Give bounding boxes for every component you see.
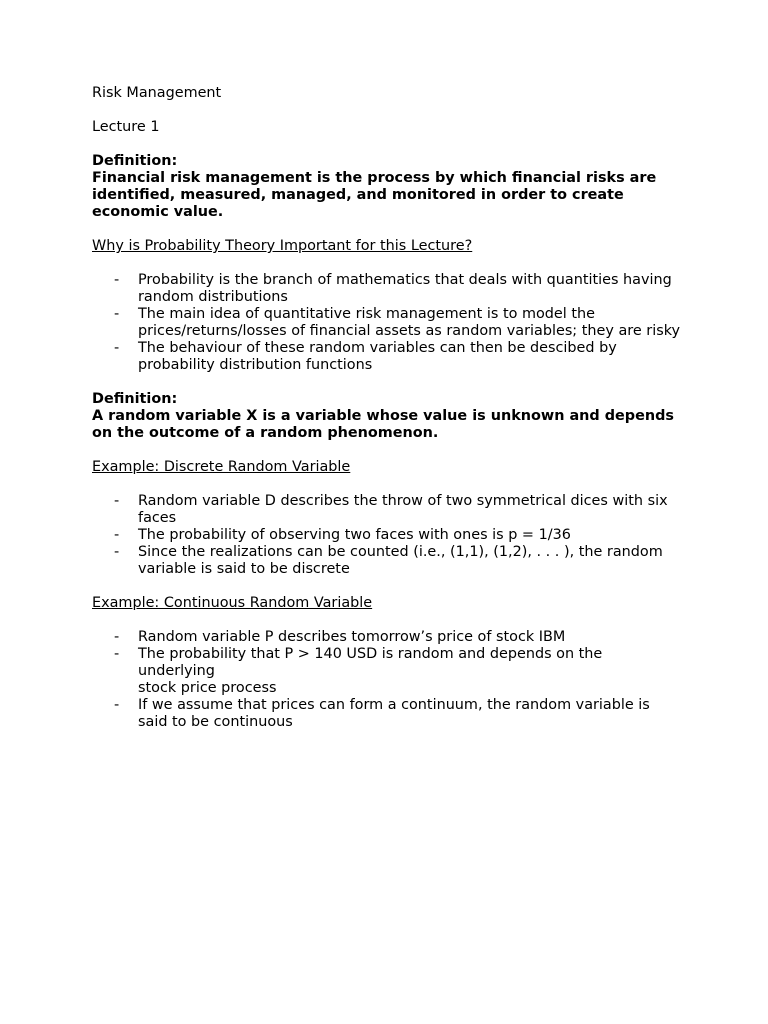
list-item-text: Random variable P describes tomorrow’s price of stock IBM: [138, 629, 566, 645]
document-title: Risk Management: [92, 85, 222, 101]
definition-text: Financial risk management is the process by which financial risks are identified, measured, managed, and monitored in order to create economic value.: [92, 170, 657, 220]
list-item: [92, 697, 682, 731]
list-item-text: Probability is the branch of mathematics that deals with quantities having random distributions: [138, 272, 672, 305]
bullet-marker: -: [114, 340, 120, 356]
definition-text: A random variable X is a variable whose value is unknown and depends on the outcome of a random phenomenon.: [92, 408, 674, 441]
bullet-marker: -: [114, 272, 120, 288]
bullet-marker: -: [114, 646, 120, 662]
definition-block: [92, 391, 682, 442]
section-heading: Example: Continuous Random Variable: [92, 595, 373, 611]
bullet-marker: -: [114, 697, 120, 713]
list-item: [92, 527, 682, 544]
list-item: [92, 493, 682, 527]
section-heading: Why is Probability Theory Important for this Lecture?: [92, 238, 473, 254]
list-item: [92, 340, 682, 374]
lecture-number: Lecture 1: [92, 119, 160, 135]
list-item: [92, 646, 682, 697]
definition-label: Definition:: [92, 391, 178, 407]
list-item-text: If we assume that prices can form a continuum, the random variable is said to be continuous: [138, 697, 650, 730]
list-item: [92, 544, 682, 578]
list-item-text: Random variable D describes the throw of two symmetrical dices with six faces: [138, 493, 668, 526]
document-body: [92, 85, 682, 748]
bullet-marker: -: [114, 544, 120, 560]
definition-label: Definition:: [92, 153, 178, 169]
list-item-text: The behaviour of these random variables can then be descibed by probability distribution functions: [138, 340, 617, 373]
section-heading: Example: Discrete Random Variable: [92, 459, 351, 475]
bullet-marker: -: [114, 527, 120, 543]
list-item-text: The probability that P > 140 USD is random and depends on the underlying stock price process: [138, 646, 603, 696]
definition-block: [92, 153, 682, 221]
bullet-list: [92, 629, 682, 731]
bullet-marker: -: [114, 306, 120, 322]
list-item: [92, 629, 682, 646]
bullet-list: [92, 493, 682, 578]
list-item: [92, 306, 682, 340]
list-item-text: The probability of observing two faces with ones is p = 1/36: [138, 527, 571, 543]
bullet-marker: -: [114, 493, 120, 509]
list-item: [92, 272, 682, 306]
list-item-text: Since the realizations can be counted (i.e., (1,1), (1,2), . . . ), the random variable is said to be discrete: [138, 544, 663, 577]
bullet-list: [92, 272, 682, 374]
bullet-marker: -: [114, 629, 120, 645]
list-item-text: The main idea of quantitative risk management is to model the prices/returns/losses of financial assets as random variables; they are risky: [138, 306, 681, 339]
